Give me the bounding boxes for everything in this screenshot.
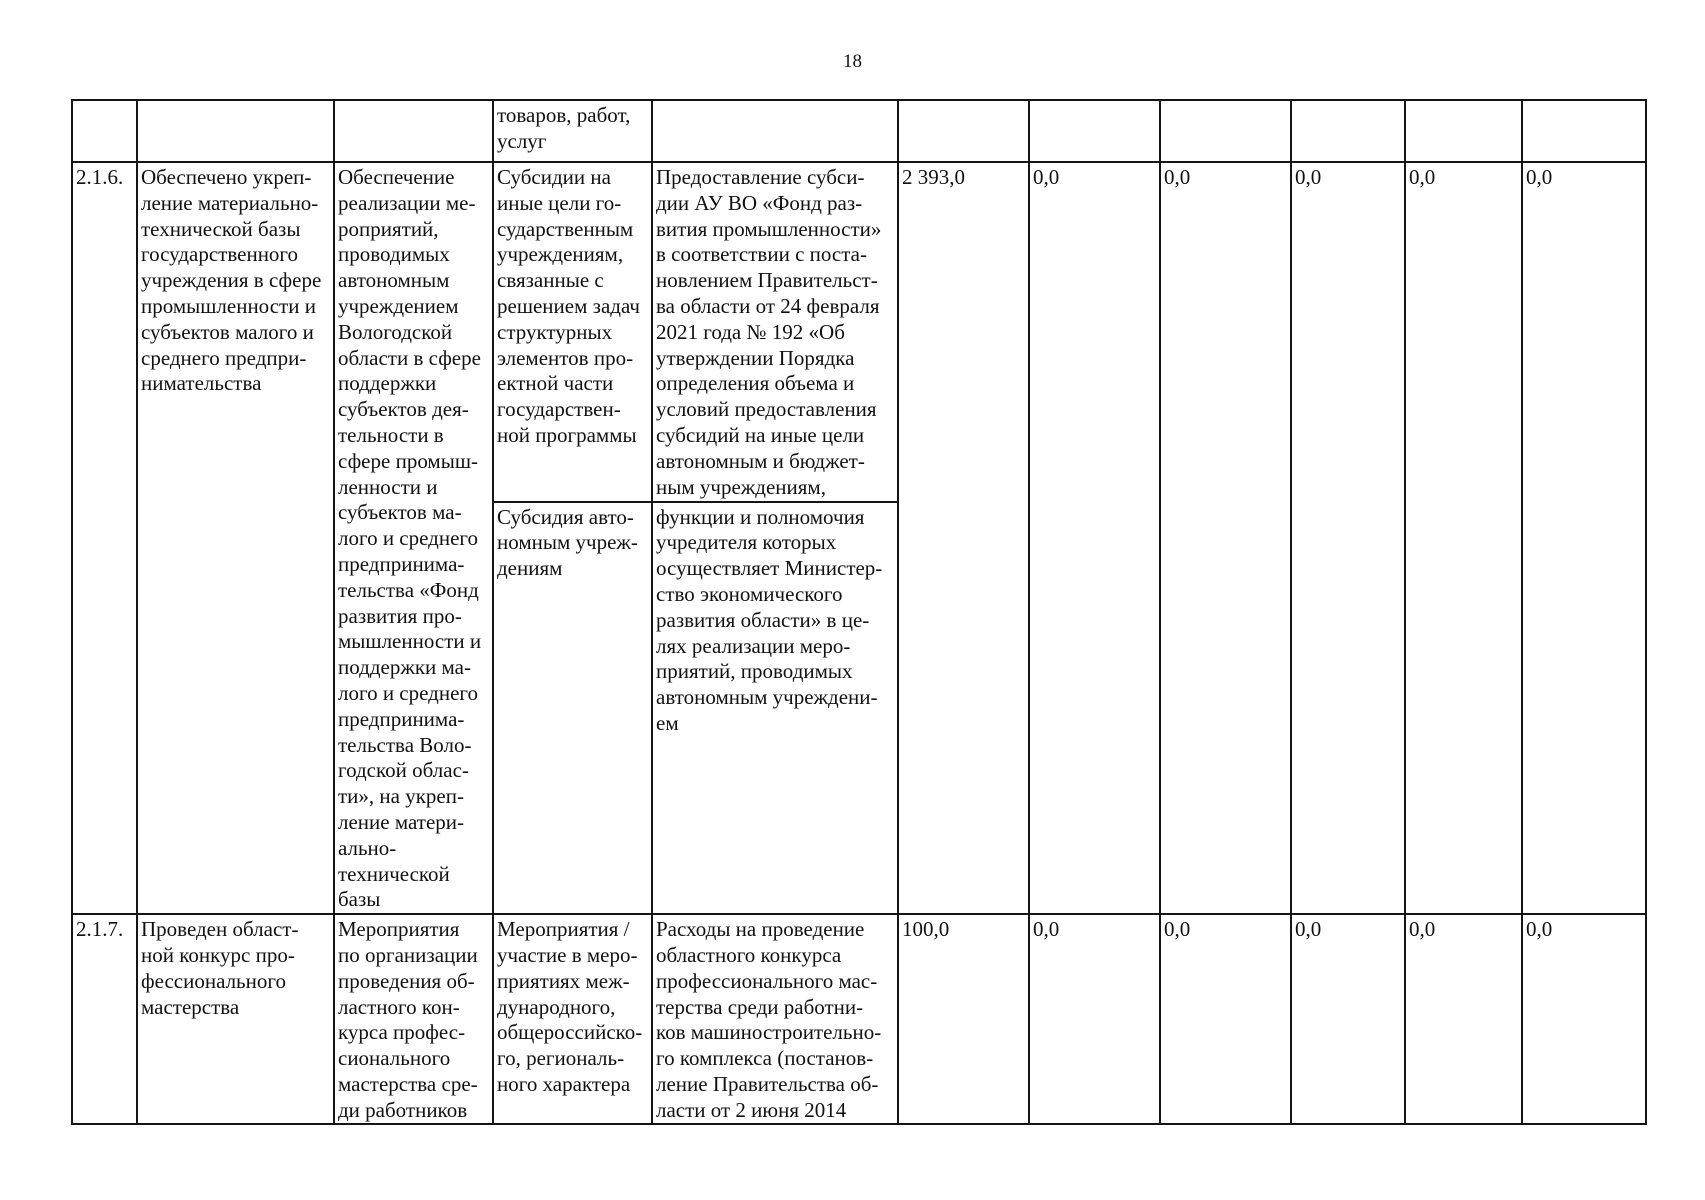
cell-value-1: 0,0: [1029, 162, 1160, 914]
cell-value-5: [1522, 100, 1646, 162]
cell-basis: функции и полномочия учредителя которых осуществляет Министер- ство экономического развития области» в це- лях реализации меро- приятий, проводимых автономным учреждени- ем: [652, 502, 898, 914]
cell-event: Обеспечение реализации ме- роприятий, проводимых автономным учреждением Вологодской области в сфере поддержки субъектов дея- тельности в сфере промыш- ленности и субъектов ма- лого и среднего предпринима- тельства «Фонд развития про- мышленности и поддержки ма- лого и среднего предпринима- тельства Воло- годской облас- ти», на укреп- ление матери- ально- технической базы: [334, 162, 493, 914]
cell-number: [72, 100, 137, 162]
cell-number: 2.1.6.: [72, 162, 137, 914]
program-table: [71, 99, 1647, 1125]
cell-value-4: [1405, 100, 1522, 162]
cell-expense-type: Субсидии на иные цели го- сударственным учреждениям, связанные с решением задач структурных элементов про- ектной части государствен- ной программы: [493, 162, 652, 502]
cell-amount: 2 393,0: [898, 162, 1029, 914]
cell-result: Обеспечено укреп- ление материально- технической базы государственного учреждения в сфере промышленности и субъектов малого и среднего предпри- нимательства: [137, 162, 334, 914]
cell-value-3: [1291, 100, 1405, 162]
cell-number: 2.1.7.: [72, 914, 137, 1124]
cell-value-3: 0,0: [1291, 162, 1405, 914]
cell-amount: [898, 100, 1029, 162]
cell-value-2: 0,0: [1160, 162, 1291, 914]
cell-value-1: 0,0: [1029, 914, 1160, 1124]
cell-value-5: 0,0: [1522, 162, 1646, 914]
cell-expense-type: товаров, работ, услуг: [493, 100, 652, 162]
cell-amount: 100,0: [898, 914, 1029, 1124]
cell-value-4: 0,0: [1405, 914, 1522, 1124]
cell-value-4: 0,0: [1405, 162, 1522, 914]
cell-basis: Расходы на проведение областного конкурса профессионального мас- терства среди работни- ков машиностроительно- го комплекса (постанов- ление Правительства об- ласти от 2 июня 2014: [652, 914, 898, 1124]
cell-basis: [652, 100, 898, 162]
cell-value-2: 0,0: [1160, 914, 1291, 1124]
cell-basis: Предоставление субси- дии АУ ВО «Фонд раз- вития промышленности» в соответствии с поста- новлением Правительст- ва области от 24 февраля 2021 года № 192 «Об утверждении Порядка определения объема и условий предоставления субсидий на иные цели автономным и бюджет- ным учреждениям,: [652, 162, 898, 502]
table-row: [72, 162, 1646, 502]
cell-value-5: 0,0: [1522, 914, 1646, 1124]
cell-result: Проведен област- ной конкурс про- фессионального мастерства: [137, 914, 334, 1124]
cell-result: [137, 100, 334, 162]
cell-value-3: 0,0: [1291, 914, 1405, 1124]
cell-value-1: [1029, 100, 1160, 162]
cell-value-2: [1160, 100, 1291, 162]
cell-event: Мероприятия по организации проведения об- ластного кон- курса профес- сионального мастерства сре- ди работников: [334, 914, 493, 1124]
page-number: 18: [843, 51, 862, 72]
cell-expense-type: Субсидия авто- номным учреж- дениям: [493, 502, 652, 914]
cell-event: [334, 100, 493, 162]
cell-expense-type: Мероприятия / участие в меро- приятиях меж- дународного, общероссийско- го, региональ- ного характера: [493, 914, 652, 1124]
table-row: [72, 100, 1646, 162]
table-row: [72, 914, 1646, 1124]
